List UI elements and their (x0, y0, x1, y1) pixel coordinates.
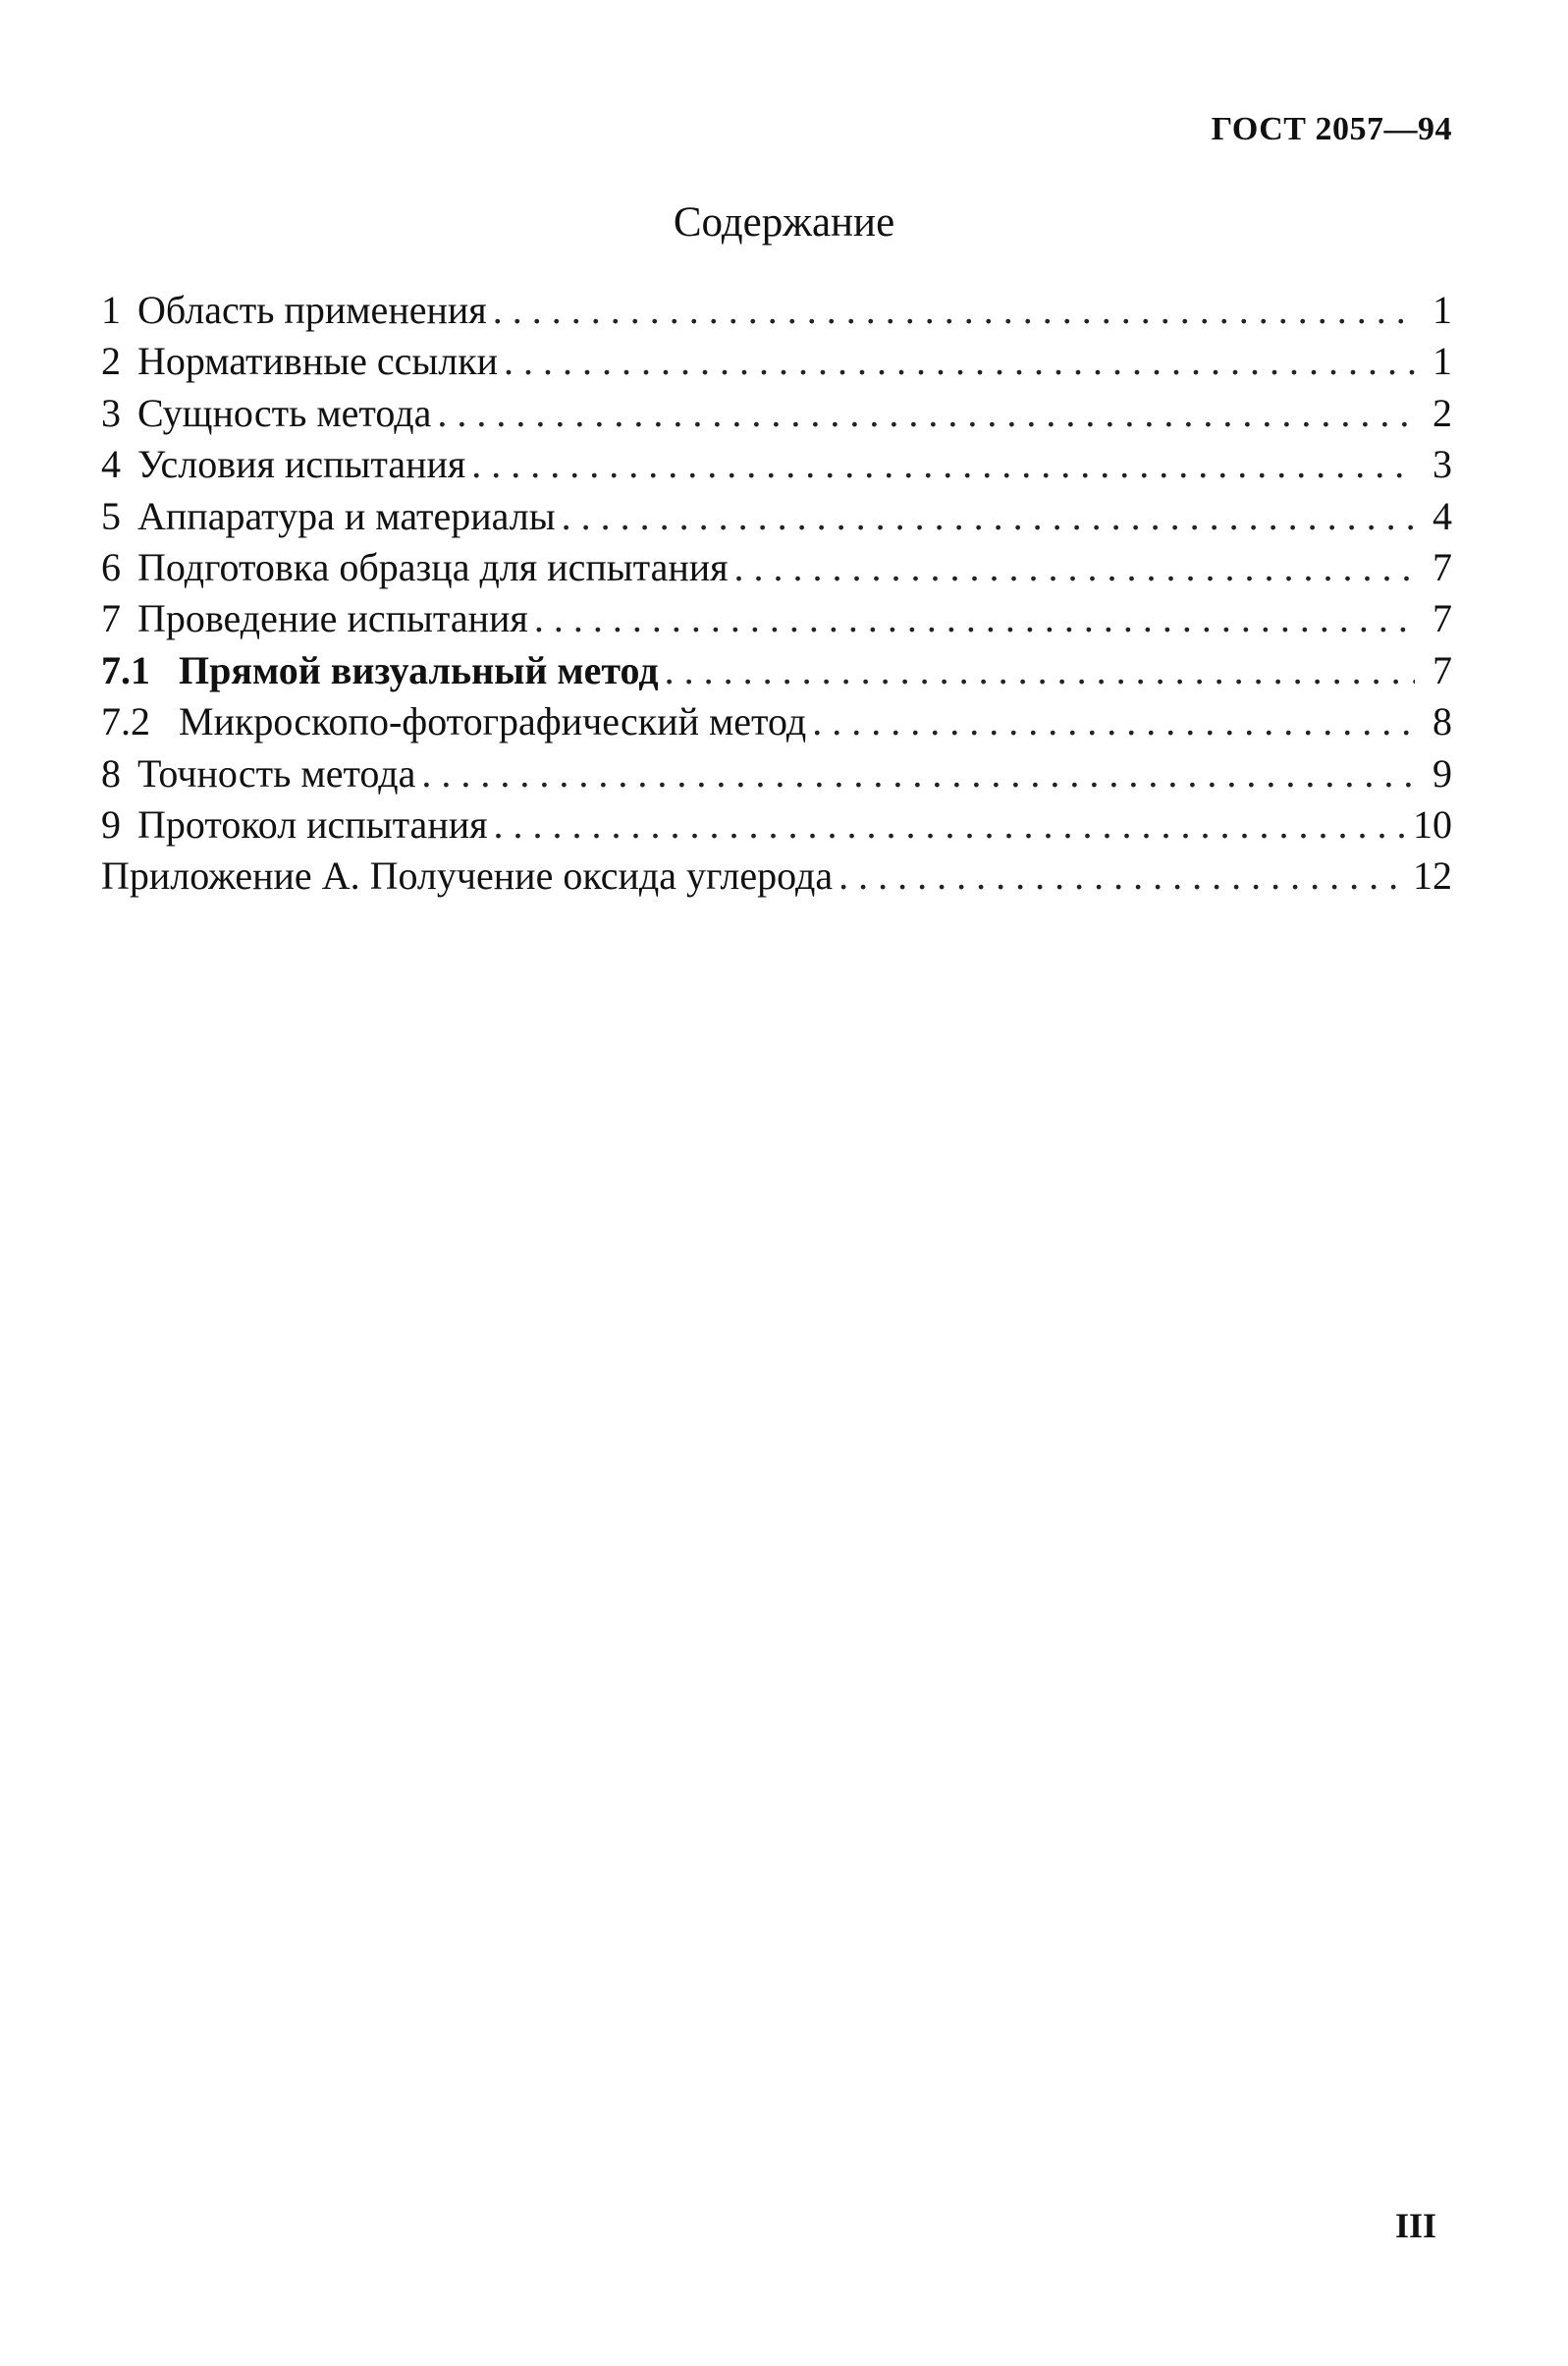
dot-leader (838, 853, 1405, 899)
toc-entry[interactable] (101, 493, 1452, 544)
toc-entry-number: 6 (101, 544, 121, 589)
toc-entry-number: 7.2 (101, 699, 150, 744)
toc-entry-label: Проведение испытания (137, 596, 528, 641)
toc-entry[interactable] (101, 750, 1452, 801)
toc-entry-page: 4 (1433, 493, 1452, 538)
toc-entry-label: Нормативные ссылки (137, 339, 499, 384)
toc-title: Содержание (673, 199, 895, 246)
toc-entry-label: Область применения (137, 288, 487, 332)
toc-entry-page: 10 (1413, 801, 1452, 847)
toc-entry-label: Условия испытания (137, 442, 466, 487)
toc-subentry[interactable] (101, 647, 1452, 698)
toc-entry-label: Протокол испытания (137, 801, 488, 847)
toc-entry[interactable] (101, 338, 1452, 389)
toc-entry-number: 5 (101, 493, 121, 538)
toc-entry-page: 3 (1433, 442, 1452, 487)
toc-entry[interactable] (101, 390, 1452, 441)
toc-entry-label: Приложение А. Получение оксида углерода (101, 853, 834, 899)
toc-entry-page: 7 (1433, 596, 1452, 641)
toc-entry-page: 9 (1433, 750, 1452, 796)
toc-entry-label: Аппаратура и материалы (137, 493, 556, 538)
document-designation: ГОСТ 2057—94 (1211, 111, 1452, 147)
dot-leader (734, 544, 1415, 590)
toc-entry-page: 7 (1433, 544, 1452, 589)
toc-entry-number: 2 (101, 339, 121, 384)
toc-entry-page: 8 (1433, 699, 1452, 744)
dot-leader (493, 287, 1415, 333)
toc-entry[interactable] (101, 801, 1452, 853)
dot-leader (504, 338, 1415, 384)
toc-entry-number: 3 (101, 390, 121, 435)
toc-entry-page: 7 (1433, 647, 1452, 692)
toc-entry[interactable] (101, 441, 1452, 492)
toc-entry-number: 1 (101, 288, 121, 332)
toc-entry-number: 4 (101, 442, 121, 487)
dot-leader (665, 647, 1415, 693)
toc-entry-number: 7 (101, 596, 121, 641)
dot-leader (812, 698, 1415, 744)
toc-entry-number: 8 (101, 750, 121, 796)
toc-entry-page: 2 (1433, 390, 1452, 435)
toc-entry-page: 1 (1433, 339, 1452, 384)
table-of-contents (101, 287, 1452, 905)
dot-leader (562, 493, 1415, 539)
toc-entry-label: Микроскопо-фотографический метод (179, 699, 807, 744)
dot-leader (494, 801, 1405, 848)
page-number: III (1394, 2206, 1436, 2245)
toc-entry-number: 9 (101, 801, 121, 847)
toc-entry-label: Сущность метода (137, 390, 432, 435)
toc-subentry[interactable] (101, 698, 1452, 749)
toc-appendix-entry[interactable] (101, 853, 1452, 904)
toc-entry-page: 12 (1413, 853, 1452, 899)
toc-entry-page: 1 (1433, 288, 1452, 332)
toc-entry-label: Прямой визуальный метод (179, 647, 659, 692)
toc-entry[interactable] (101, 544, 1452, 595)
dot-leader (534, 595, 1415, 641)
toc-entry[interactable] (101, 287, 1452, 338)
toc-entry-label: Точность метода (137, 750, 416, 796)
toc-entry-label: Подготовка образца для испытания (137, 544, 729, 589)
toc-entry-number: 7.1 (101, 647, 150, 692)
dot-leader (421, 750, 1415, 797)
toc-entry[interactable] (101, 595, 1452, 646)
dot-leader (437, 390, 1415, 436)
dot-leader (471, 441, 1415, 487)
